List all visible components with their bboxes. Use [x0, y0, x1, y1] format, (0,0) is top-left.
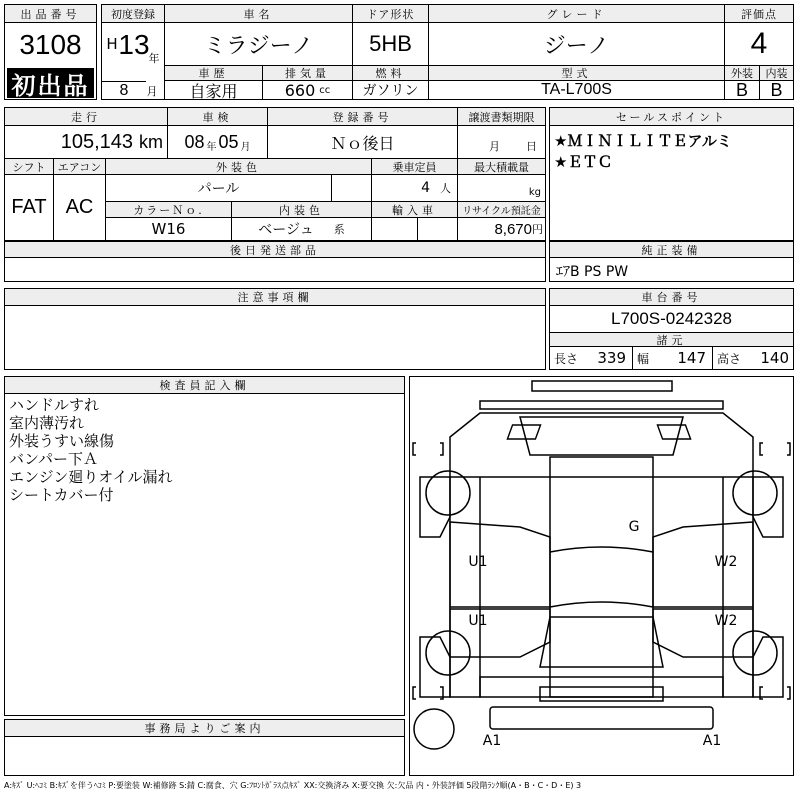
left-rear-fender: [420, 637, 450, 697]
import-label: 輸入車: [371, 201, 457, 218]
color-no-label: カラーＮｏ.: [105, 201, 231, 218]
mileage: [5, 126, 167, 158]
displacement: [262, 81, 352, 99]
car-name: ミラジーノ: [164, 23, 352, 65]
inspection-year-unit: 年: [206, 141, 217, 153]
front-lamp-right: [657, 425, 690, 439]
max-load-label: 最大積載量: [457, 158, 545, 175]
right-rear-door: [653, 609, 753, 657]
sales-point-1: ★ＭＩＮＩＬＩＴＥアルミ: [554, 132, 732, 150]
left-rear-door: [450, 609, 550, 657]
inspector-box: [4, 376, 405, 716]
front-bumper-outline: [532, 381, 672, 391]
inspection-month: 05: [218, 131, 239, 152]
history-label: 車歴: [164, 65, 262, 81]
mileage-label: 走行: [5, 108, 167, 126]
left-front-door: [450, 522, 550, 607]
capacity: [371, 175, 457, 201]
recycle-unit: 円: [532, 224, 543, 236]
transfer-day-unit: 日: [526, 140, 537, 153]
width-label: 幅: [637, 351, 650, 366]
int-color: [231, 218, 371, 240]
shift-value: FAT: [11, 196, 47, 218]
rear-window-outline: [540, 617, 663, 667]
office-box: [4, 719, 405, 776]
vehicle-history: 自家用: [164, 81, 262, 99]
transfer-month-unit: 月: [489, 140, 500, 153]
registration-number: Ｎｏ後日: [267, 126, 457, 158]
capacity-unit: 人: [440, 182, 451, 195]
int-color-label: 内装色: [231, 201, 371, 218]
model-label: 型式: [428, 65, 724, 81]
mileage-unit: km: [139, 131, 163, 152]
hood-front-outline: [480, 401, 723, 409]
mark-a1-left: A1: [482, 733, 502, 749]
mark-a1-right: A1: [702, 733, 722, 749]
ac-label: エアコン: [53, 158, 105, 175]
later-parts-label: 後日発送部品: [5, 242, 545, 258]
notes-label: 注意事項欄: [5, 289, 545, 306]
first-listing-badge: 初出品: [7, 68, 94, 98]
int-color-suffix: 系: [333, 223, 345, 236]
grade-label: グレード: [428, 5, 724, 23]
recycle-value: 8,670: [494, 220, 532, 238]
right-rear-fender: [753, 637, 783, 697]
inspection-year: 08: [184, 131, 205, 152]
inspection-label: 車検: [167, 108, 267, 126]
left-side-outline: [450, 477, 480, 697]
inspector-label: 検査員記入欄: [5, 377, 404, 394]
equipment-box: [549, 241, 794, 282]
transfer-date: [457, 126, 545, 158]
chassis-box: [549, 288, 794, 370]
ac-value: AC: [53, 175, 105, 240]
right-side-outline: [723, 477, 753, 697]
equipment-label: 純正装備: [550, 242, 793, 258]
car-diagram: [410, 377, 793, 775]
bracket-tr2: [787, 443, 790, 455]
first-reg-label: 初度登録: [102, 5, 164, 23]
bracket-tl2: [440, 443, 443, 455]
first-reg-year: 13: [118, 29, 150, 60]
notes-box: [4, 288, 546, 370]
car-name-label: 車名: [164, 5, 352, 23]
displacement-value: 660: [284, 80, 316, 100]
spare-tire: [414, 709, 454, 749]
door-type: 5HB: [352, 23, 428, 65]
fuel: ガソリン: [352, 81, 428, 99]
later-parts-box: [4, 241, 546, 282]
import-b: [417, 218, 457, 240]
capacity-value: 4: [421, 180, 430, 196]
roof-arc-rear: [550, 602, 653, 607]
sales-points-label: セールスポイント: [550, 108, 793, 126]
inspection-month-unit: 月: [240, 141, 251, 153]
shift-label: シフト: [5, 158, 53, 175]
model-code: TA-L700S: [428, 81, 724, 99]
right-front-fender: [753, 477, 783, 537]
roof-outline: [550, 457, 653, 697]
rear-bumper-outline: [490, 707, 713, 729]
chassis-label: 車台番号: [550, 289, 793, 306]
height: [712, 347, 793, 369]
mark-u1-rear: U1: [468, 613, 488, 629]
office-label: 事務局よりご案内: [5, 720, 404, 737]
width: [632, 347, 712, 369]
vehicle-info-box: [101, 4, 794, 100]
first-reg-era: H: [106, 35, 118, 53]
exterior-label: 外装: [724, 65, 759, 81]
score: 4: [724, 23, 793, 65]
lot-number-label: 出品番号: [5, 5, 96, 23]
bracket-tl: [413, 443, 416, 455]
import-a: [371, 218, 417, 240]
inspector-comments: ハンドルすれ 室内薄汚れ 外装うすい線傷 バンパー下Ａ エンジン廻りオイル漏れ シートカバー付: [9, 396, 173, 504]
door-label: ドア形状: [352, 5, 428, 23]
lot-number: 3108: [19, 29, 82, 60]
mark-g: G: [628, 519, 640, 535]
lot-number-box: [4, 4, 97, 100]
legend: A:ｷｽﾞ U:ﾍｺﾐ B:ｷｽﾞを伴うﾍｺﾐ P:要塗装 W:補修跡 S:錆 C:腐食、穴 G:ﾌﾛﾝﾄｶﾞﾗｽ点ｷｽﾞ XX:交換済み X:要交換 欠:欠品 内・外装評価 5段階ﾗﾝｸ順(A・B・C・D・E) 3: [4, 781, 582, 790]
height-label: 高さ: [717, 351, 742, 366]
sales-points-box: [549, 107, 794, 241]
max-load-unit: kg: [528, 187, 541, 198]
mark-u1-front: U1: [468, 554, 488, 570]
interior-grade: B: [759, 81, 793, 99]
roof-arc-front: [550, 547, 653, 552]
int-color-value: ベージュ: [258, 222, 314, 238]
length-label: 長さ: [554, 351, 579, 366]
exterior-grade: B: [724, 81, 759, 99]
ext-color-label: 外装色: [105, 158, 371, 175]
length: [550, 347, 632, 369]
grade: ジーノ: [428, 23, 724, 65]
fuel-label: 燃料: [352, 65, 428, 81]
spec-box: [4, 107, 546, 241]
displacement-label: 排気量: [262, 65, 352, 81]
right-front-door: [653, 522, 753, 607]
inspection-date: [167, 126, 267, 158]
ext-color: パール: [105, 175, 331, 201]
bracket-tr: [760, 443, 763, 455]
dims-label: 諸元: [550, 332, 793, 347]
displacement-unit: cc: [319, 84, 331, 96]
chassis-number: L700S-0242328: [610, 309, 732, 328]
mark-w2-front: W2: [714, 554, 738, 570]
recycle-label: リサイクル預託金: [457, 201, 545, 218]
score-label: 評価点: [724, 5, 793, 23]
ext-color-spare: [331, 175, 371, 201]
color-number: W16: [105, 218, 231, 240]
reg-no-label: 登録番号: [267, 108, 457, 126]
sales-point-2: ★ＥＴＣ: [554, 153, 613, 171]
mileage-value: 105,143: [60, 130, 133, 153]
max-load: [457, 175, 545, 201]
windshield-outline: [520, 417, 683, 455]
rear-lamp-box: [540, 687, 663, 701]
transfer-label: 譲渡書類期限: [457, 108, 545, 126]
year-unit: 年: [148, 52, 160, 65]
recycle-fee: [457, 218, 545, 240]
bracket-br2: [787, 687, 790, 699]
capacity-label: 乗車定員: [371, 158, 457, 175]
car-diagram-box: [409, 376, 794, 776]
mark-w2-rear: W2: [714, 613, 738, 629]
bracket-bl: [413, 687, 416, 699]
width-value: 147: [677, 349, 706, 367]
month-unit: 月: [146, 85, 158, 98]
height-value: 140: [760, 349, 789, 367]
equipment-value: ｴｱB PS PW: [556, 264, 629, 280]
left-front-fender: [420, 477, 450, 537]
front-body-outline: [450, 413, 753, 477]
first-reg-month: 8: [102, 81, 146, 99]
interior-label: 内装: [759, 65, 793, 81]
length-value: 339: [597, 349, 626, 367]
